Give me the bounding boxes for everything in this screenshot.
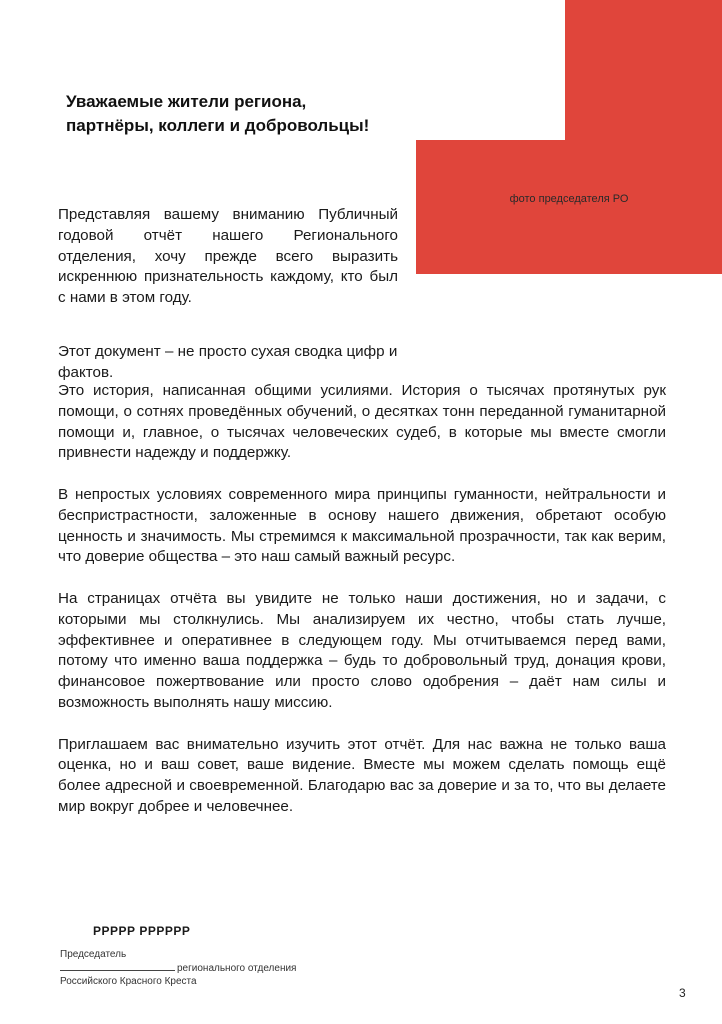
signature-department: регионального отделения <box>177 963 297 974</box>
chairman-photo-placeholder <box>416 140 722 274</box>
signature-name: РРРРР РРРРРР <box>93 924 191 938</box>
signature-department-line <box>60 962 296 975</box>
body-paragraph: В непростых условиях современного мира принципы гуманности, нейтральности и беспристрастности, заложенные в основу нашего движения, обретают особую ценность и значимость. Мы стремимся к максимальной прозрачности, так как верим, что доверие общества – это наш самый важный ресурс. <box>58 485 666 566</box>
decorative-red-block <box>565 0 722 140</box>
body-text <box>58 381 666 839</box>
signature-organization: Российского Красного Креста <box>60 976 197 987</box>
signature-title: Председатель <box>60 949 127 960</box>
page-heading: Уважаемые жители региона, партнёры, коллеги и добровольцы! <box>66 92 370 135</box>
photo-placeholder-caption: фото председателя РО <box>509 193 629 205</box>
page-number: 3 <box>679 986 686 1000</box>
signature-blank-line <box>60 970 175 971</box>
intro-paragraph: Представляя вашему вниманию Публичный годовой отчёт нашего Регионального отделения, хочу прежде всего выразить искреннюю признательность каждому, кто был с нами в этом году. <box>58 206 398 307</box>
body-paragraph: На страницах отчёта вы увидите не только наши достижения, но и задачи, с которыми мы столкнулись. Мы анализируем их честно, чтобы стать лучше, эффективнее и оперативнее в следующем году. Мы отчитываемся перед вами, потому что именно ваша поддержка – будь то добровольный труд, донация крови, финансовое пожертвование или просто слово одобрения – даёт нам силы и возможность выполнять нашу миссию. <box>58 589 666 711</box>
body-paragraph: Приглашаем вас внимательно изучить этот отчёт. Для нас важна не только ваша оценка, но и ваш совет, ваше видение. Вместе мы можем сделать помощь ещё более адресной и своевременной. Благодарю вас за доверие и за то, что вы делаете мир вокруг добрее и человечнее. <box>58 735 666 815</box>
body-paragraph: Это история, написанная общими усилиями. История о тысячах протянутых рук помощи, о сотнях проведённых обучений, о десятках тонн переданной гуманитарной помощи и, главное, о тысячах человеческих судеб, в которые мы вместе смогли привнести надежду и поддержку. <box>58 382 666 462</box>
intro-paragraph-2: Этот документ – не просто сухая сводка цифр и фактов. <box>58 343 398 381</box>
